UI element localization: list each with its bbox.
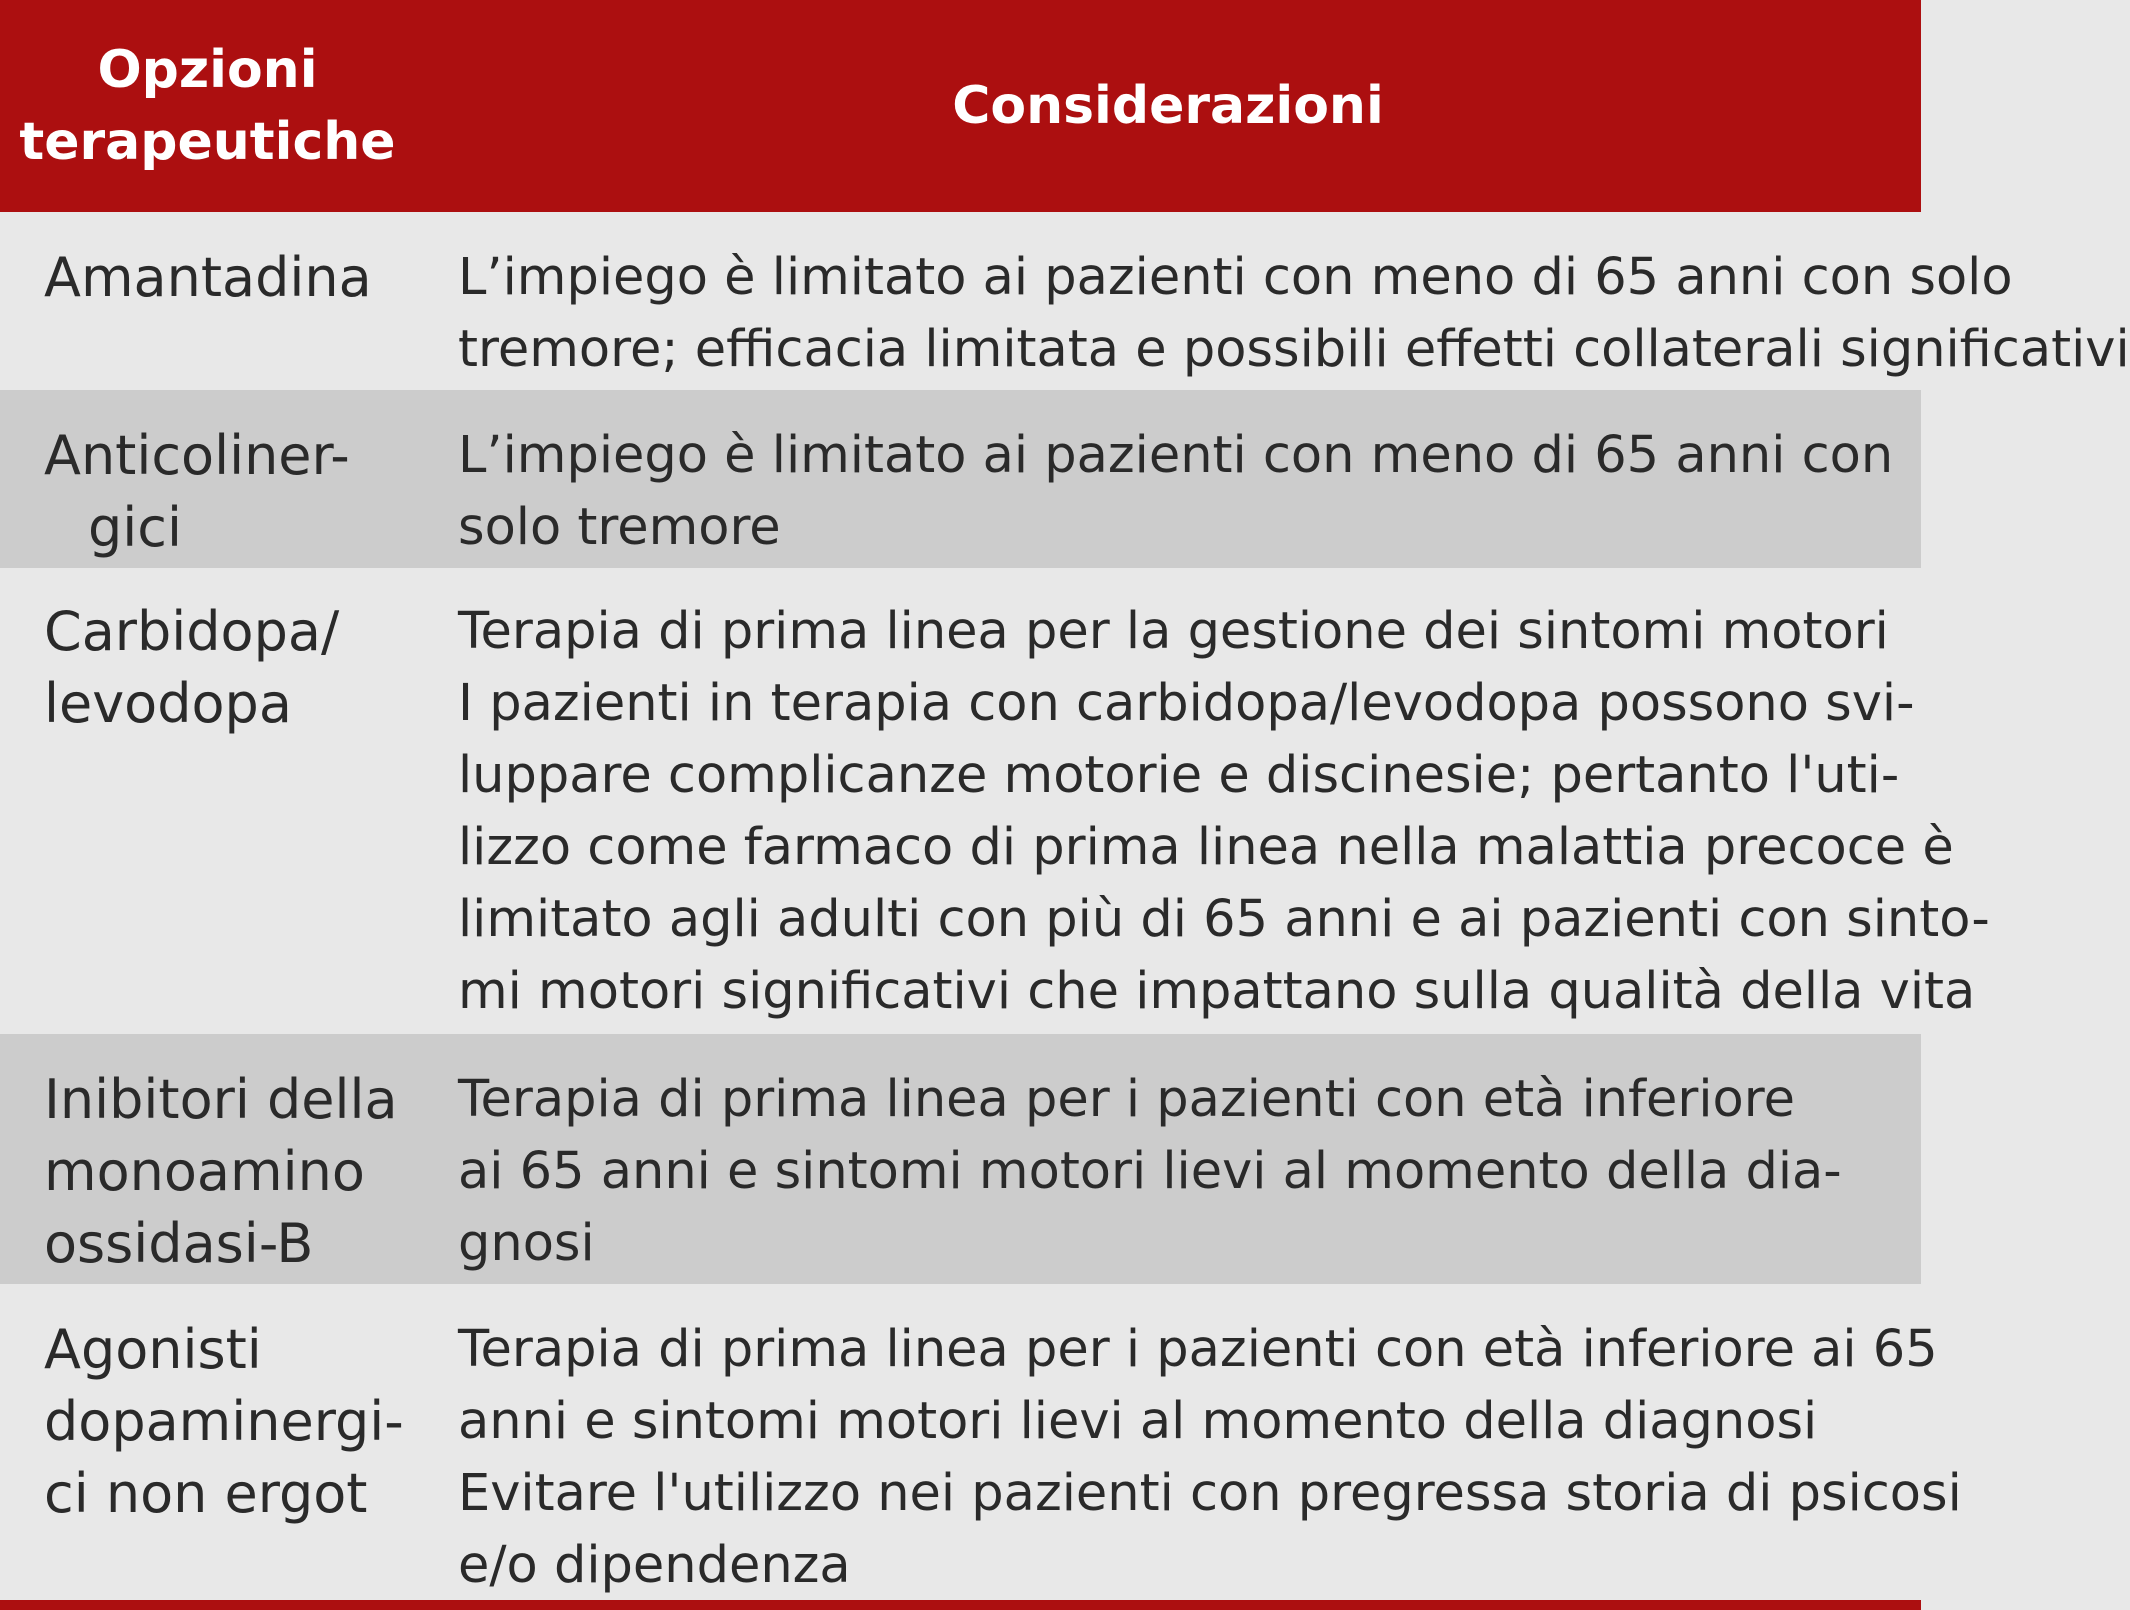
table-bottom-rule — [0, 1600, 1921, 1610]
option-text: monoamino — [44, 1140, 365, 1203]
option-text: dopaminergi- — [44, 1390, 404, 1453]
considerations-text: lizzo come farmaco di prima linea nella malattia precoce è — [458, 818, 1954, 877]
considerations-text: Terapia di prima linea per i pazienti con età inferiore — [458, 1070, 1795, 1129]
considerations-cell — [458, 1314, 1962, 1602]
option-text: gici — [88, 496, 182, 559]
option-cell — [44, 242, 404, 314]
option-text: ci non ergot — [44, 1462, 368, 1525]
option-text: Anticoliner- — [44, 424, 350, 487]
header-options-line2: terapeutiche — [19, 112, 396, 172]
option-cell — [44, 596, 404, 740]
table-row — [0, 390, 1921, 568]
table-row — [0, 212, 2130, 390]
considerations-text: I pazienti in terapia con carbidopa/levodopa possono svi- — [458, 674, 1915, 733]
option-cell — [44, 1064, 404, 1280]
considerations-text: solo tremore — [458, 498, 781, 557]
option-text: levodopa — [44, 672, 292, 735]
table-row — [0, 1284, 1962, 1600]
considerations-text: anni e sintomi motori lievi al momento della diagnosi — [458, 1392, 1818, 1451]
option-text: Agonisti — [44, 1318, 262, 1381]
considerations-text: L’impiego è limitato ai pazienti con meno di 65 anni con solo — [458, 248, 2013, 307]
considerations-text: limitato agli adulti con più di 65 anni e ai pazienti con sinto- — [458, 890, 1990, 949]
considerations-text: mi motori significativi che impattano sulla qualità della vita — [458, 962, 1976, 1021]
header-cell-considerations: Considerazioni — [952, 76, 1384, 136]
option-cell — [44, 420, 404, 564]
considerations-text: L’impiego è limitato ai pazienti con meno di 65 anni con — [458, 426, 1894, 485]
considerations-text: e/o dipendenza — [458, 1536, 851, 1595]
option-text: Amantadina — [44, 246, 372, 309]
considerations-cell — [458, 242, 2130, 386]
considerations-text: Evitare l'utilizzo nei pazienti con pregressa storia di psicosi — [458, 1464, 1962, 1523]
option-cell — [44, 1314, 404, 1530]
header-options-line1: Opzioni — [97, 40, 318, 100]
table-header — [0, 0, 1921, 212]
considerations-text: ai 65 anni e sintomi motori lievi al momento della dia- — [458, 1142, 1842, 1201]
option-text: ossidasi-B — [44, 1212, 314, 1275]
considerations-cell — [458, 420, 1894, 564]
considerations-text: gnosi — [458, 1214, 595, 1273]
considerations-text: tremore; efficacia limitata e possibili effetti collaterali significativi — [458, 320, 2130, 379]
option-text: Inibitori della — [44, 1068, 398, 1131]
considerations-text: Terapia di prima linea per i pazienti con età inferiore ai 65 — [458, 1320, 1938, 1379]
table-row — [0, 1034, 1921, 1284]
considerations-text: luppare complicanze motorie e discinesie; pertanto l'uti- — [458, 746, 1900, 805]
header-cell-options — [0, 0, 415, 212]
considerations-cell — [458, 596, 1990, 1028]
table-row — [0, 568, 1990, 1034]
option-text: Carbidopa/ — [44, 600, 340, 663]
considerations-text: Terapia di prima linea per la gestione dei sintomi motori — [458, 602, 1889, 661]
considerations-cell — [458, 1064, 1888, 1280]
